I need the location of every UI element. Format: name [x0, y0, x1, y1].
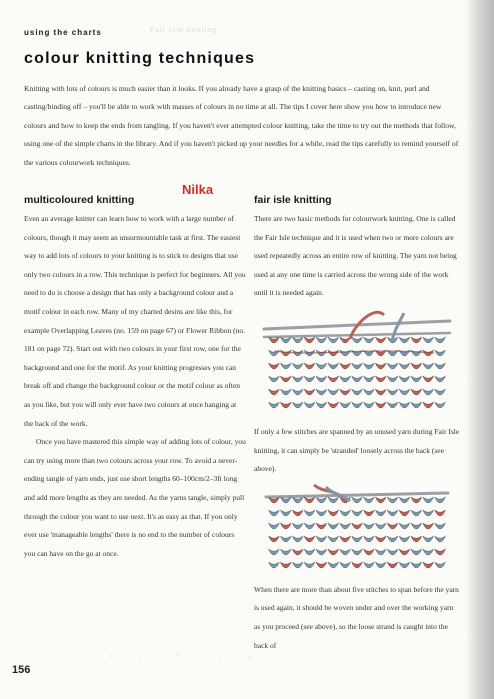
body-paragraph: If only a few stitches are spanned by an unused yarn during Fair Isle knitting, it can simply be 'stranded' loosely across the back (see above). [254, 426, 460, 474]
body-paragraph: Even an average knitter can learn how to work with a large number of colours, though it may seem an unsurmountable task at first. The easiest way to add lots of colours to your knitting is to stick to designs that use only two colours in a row. This technique is perfect for beginners. All you need to do is choose a design that has only a background colour and a motif colour in each row. Many of my charted desins are like this, for example Overlapping Leaves (no. 159 on page 67) or Flower Ribbon (no. 181 on page 72). Start out with two colours in your first row, one for the background and one for the motif. As your knitting progresses you can break off and change the background colour or the motif colour as often as you like, but you will only ever have two colours at once hanging at the back of the work. [24, 214, 246, 428]
fair-isle-weaving-illustration-icon [254, 483, 460, 575]
show-through-text: Fair Isle knitting [150, 27, 218, 34]
body-paragraph: When there are more than about five stitches to span before the yarn is used again, it should be woven under and over the working yarn as you proceed (see above), so the loose strand is caught into the back of [254, 584, 459, 650]
body-paragraph: Once you have mastered this simple way of adding lots of colour, you can try using more than two colours across your row. To avoid a never-ending tangle of yarn ends, just use short lengths 60–100cm/2–3ft long and add more lengths as they are needed. As the yarns tangle, simply pull through the colour you want to use next. It's as easy as that. If you only ever use 'manageable lengths' there is no end to the number of colours you can have on the go at once. [24, 437, 246, 558]
paper-speckles [100, 648, 260, 668]
body-paragraph: There are two basic methods for colourwork knitting. One is called the Fair Isle technique and it is used when two or more colours are used repeatedly across an entire row of knitting. The yarn not being used at any one time is carried across the wrong side of the work until it is needed again. [254, 214, 457, 298]
intro-paragraph: Knitting with lots of colours is much easier than it looks. If you already have a grasp of the knitting basics – casting on, knit, purl and casting/binding off – you'll be able to work with masses of colours in no time at all. The tips I cover here show you how to introduce new colours and how to keep the ends from tangling. If you haven't ever attempted colour knitting, take the time to try out the methods that follow, using one of the simple charts in the library. And if you haven't picked up your needles for a while, read the tips carefully to remind yourself of the various colourwork techniques. [24, 83, 459, 167]
page-gutter-shadow [466, 0, 494, 699]
page-number: 156 [12, 664, 31, 676]
left-column [24, 194, 246, 563]
weaving-illustration [254, 483, 460, 575]
section-heading-multicoloured: multicoloured knitting [24, 194, 135, 206]
page-title: colour knitting techniques [24, 50, 256, 67]
watermark-signature: Nilka [182, 182, 214, 197]
right-column [254, 194, 460, 655]
section-heading-fair-isle: fair isle knitting [254, 194, 332, 206]
fair-isle-stranding-illustration-icon [254, 307, 460, 417]
running-head: using the charts [24, 28, 102, 37]
stranding-illustration [254, 307, 460, 417]
